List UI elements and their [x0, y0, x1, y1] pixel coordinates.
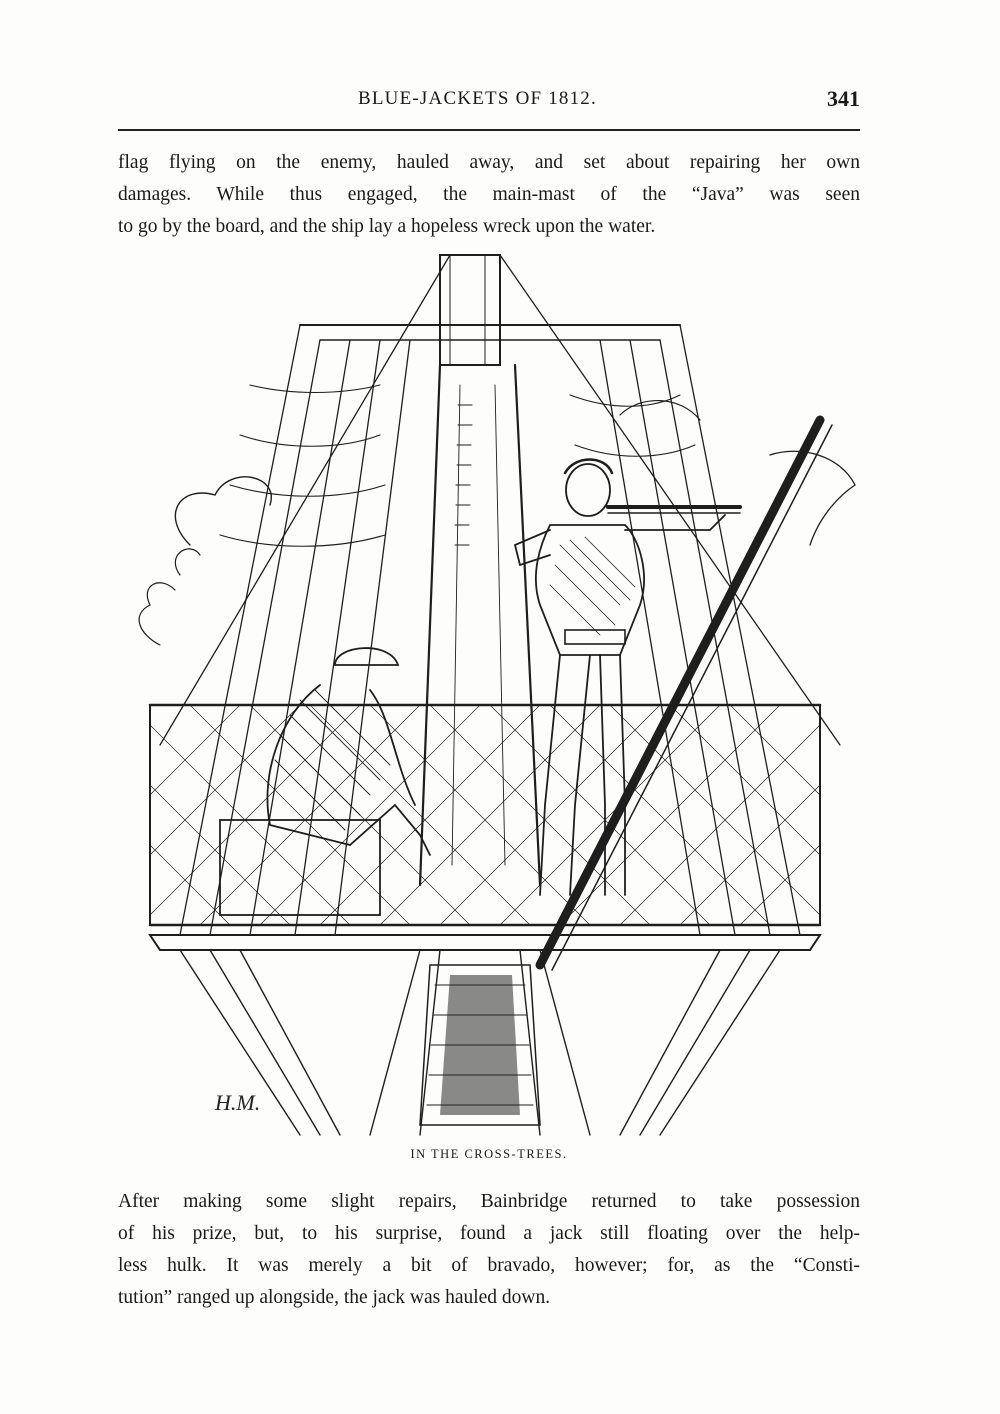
text-line: damages. While thus engaged, the main-mast of the “Java” was seen — [118, 184, 860, 205]
cross-trees-illustration — [120, 245, 860, 1145]
figure-caption: IN THE CROSS-TREES. — [410, 1147, 568, 1161]
mast-shading — [440, 975, 520, 1115]
text-line: less hulk. It was merely a bit of bravado, however; for, as the “Consti- — [118, 1255, 860, 1276]
header-rule — [118, 129, 860, 131]
text-line: tution” ranged up alongside, the jack was hauled down. — [118, 1287, 551, 1308]
bottom-paragraph — [118, 1186, 860, 1314]
page-number: 341 — [827, 86, 860, 111]
text-line: After making some slight repairs, Bainbridge returned to take possession — [118, 1191, 860, 1212]
engraving-drawing — [120, 245, 860, 1145]
artist-monogram: H.M. — [215, 1090, 261, 1115]
text-line: flag flying on the enemy, hauled away, and set about repairing her own — [118, 152, 860, 173]
text-line: of his prize, but, to his surprise, found a jack still floating over the help- — [118, 1223, 860, 1244]
running-title: BLUE-JACKETS OF 1812. — [358, 88, 597, 109]
text-line: to go by the board, and the ship lay a hopeless wreck upon the water. — [118, 216, 656, 237]
running-head — [118, 86, 860, 116]
top-paragraph — [118, 147, 860, 243]
